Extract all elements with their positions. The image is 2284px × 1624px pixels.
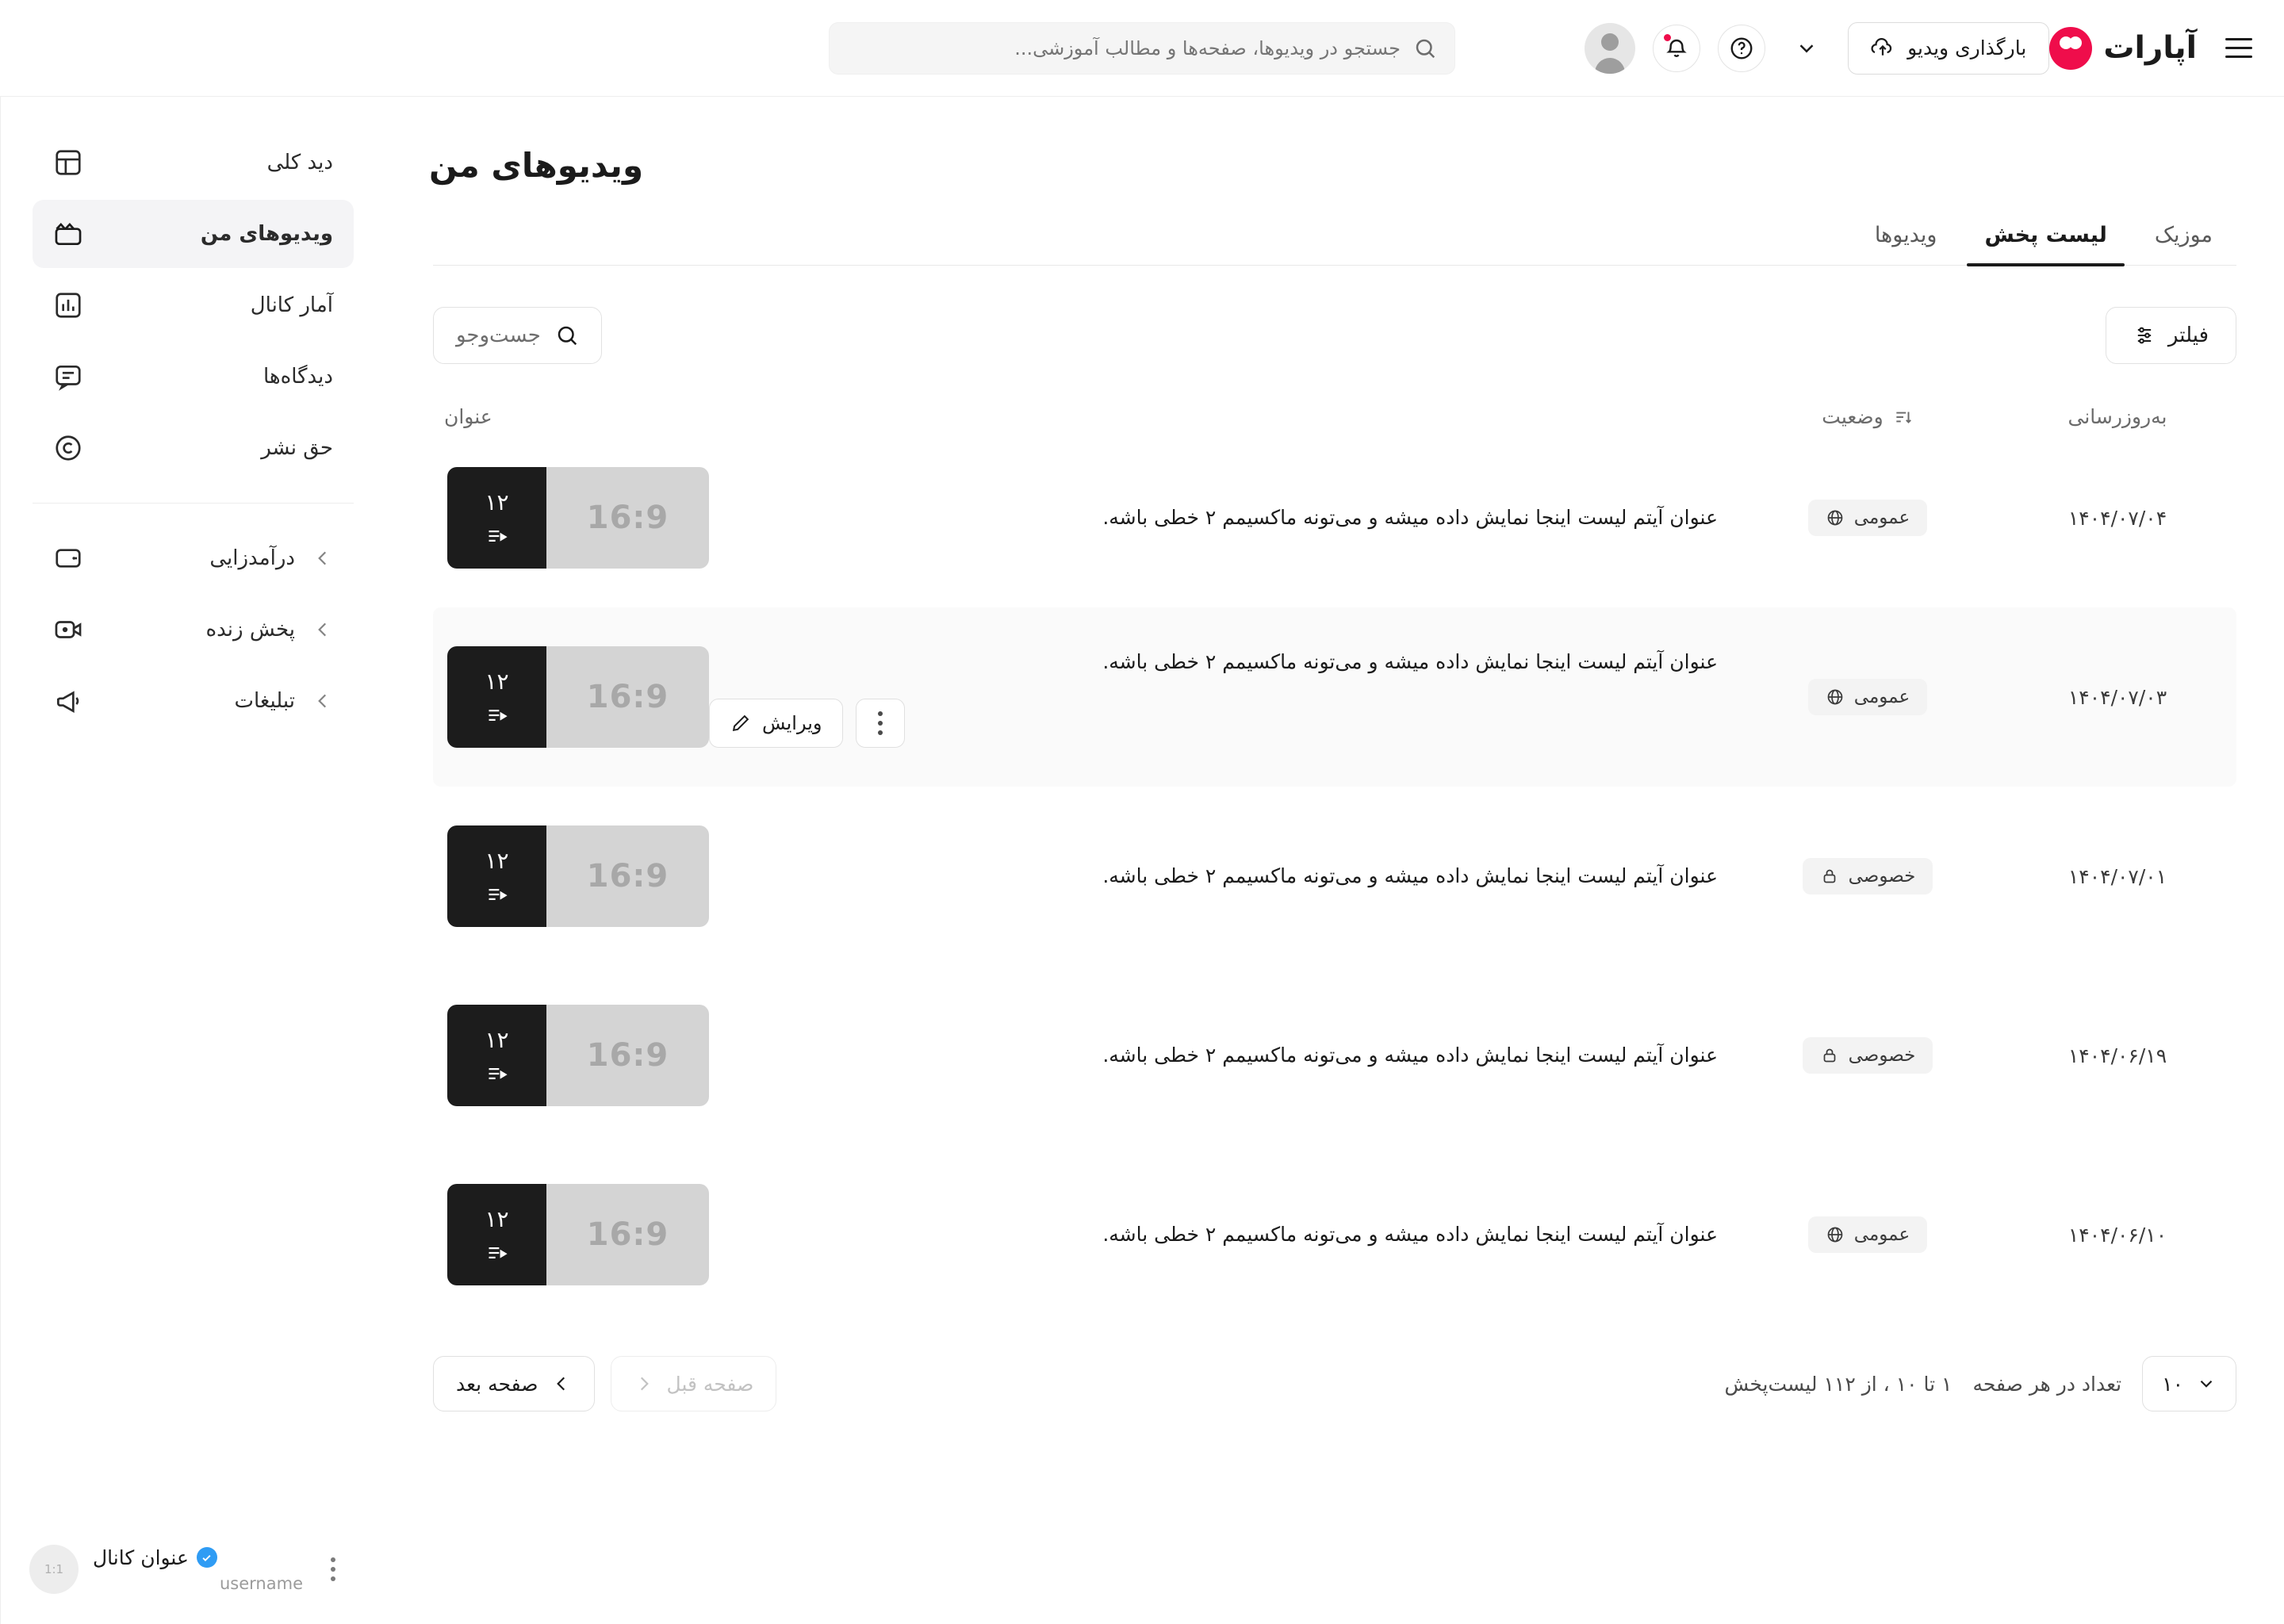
table-row[interactable] [433,966,2236,1145]
tab-videos[interactable]: ویدیوها [1874,223,1937,247]
upload-video-button[interactable] [1848,22,2049,75]
sliders-icon [2133,324,2156,347]
chevron-down-icon [1795,36,1818,60]
channel-name: عنوان کانال [93,1545,189,1569]
toolbar [433,307,2236,364]
brand-name: آپارات [2103,30,2197,66]
notification-badge [1662,33,1673,43]
lock-icon [1820,867,1839,886]
list-search-label: جست‌وجو [456,324,541,347]
search-container [829,22,1455,75]
channel-avatar [29,1545,79,1594]
sidebar-item-channel-stats[interactable] [33,271,354,339]
sidebar-item-label: حق نشر [261,436,333,460]
row-date: ۱۴۰۴/۰۶/۱۰ [2067,1223,2167,1247]
table-row[interactable] [433,787,2236,966]
thumbnail-ratio: 16:9 [546,1005,709,1106]
bar-chart-icon [53,290,83,320]
row-title: عنوان آیتم لیست اینجا نمایش داده میشه و می‌تونه ماکسیمم ۲ خطی باشه. [1102,1223,1718,1246]
top-bar [0,0,2284,97]
help-circle-icon [1729,36,1754,61]
thumbnail-ratio: 16:9 [546,1184,709,1285]
main-content [385,97,2284,1624]
page-title: ویدیوهای من [429,146,644,185]
tabs-bar [433,223,2236,266]
per-page-label: تعداد در هر صفحه [1972,1372,2122,1396]
playlist-thumbnail[interactable] [447,825,709,927]
sidebar-item-overview[interactable] [33,128,354,197]
row-more-button[interactable] [856,699,905,748]
playlist-count: ۱۲ [485,1026,509,1053]
avatar[interactable] [1585,23,1635,74]
row-edit-label: ویرایش [762,712,822,734]
pagination [433,1356,2236,1411]
filter-button-label: فیلتر [2167,324,2209,347]
thumbnail-ratio: 16:9 [546,646,709,748]
search-input[interactable] [847,37,1401,59]
comment-icon [53,362,83,392]
help-button[interactable] [1718,25,1765,72]
table-row[interactable] [433,607,2236,787]
chevron-left-icon [551,1373,572,1394]
grid-icon [53,147,83,178]
playlist-icon [486,525,508,547]
globe-icon [1826,1225,1845,1244]
playlist-count-panel [447,1005,546,1106]
sidebar [0,97,385,1624]
status-badge-label: عمومی [1853,508,1910,528]
channel-menu-button[interactable] [317,1557,349,1581]
sidebar-item-label: دیدگاه‌ها [263,365,333,389]
filter-button[interactable] [2106,307,2236,364]
row-status [1737,1037,1998,1074]
header-updated: به‌روزرسانی [2067,405,2167,428]
sidebar-item-comments[interactable] [33,343,354,411]
status-badge [1803,1037,1933,1074]
sidebar-item-label: پخش زنده [205,618,295,642]
playlist-count-panel [447,825,546,927]
sidebar-item-monetization[interactable] [33,524,354,592]
row-status [1737,1216,1998,1253]
playlist-thumbnail[interactable] [447,646,709,748]
row-title: عنوان آیتم لیست اینجا نمایش داده میشه و می‌تونه ماکسیمم ۲ خطی باشه. [1102,864,1718,887]
row-date: ۱۴۰۴/۰۶/۱۹ [2067,1044,2167,1067]
pencil-icon [730,713,751,733]
row-status [1737,500,1998,536]
table-row[interactable] [433,1145,2236,1324]
prev-page-label: صفحه قبل [666,1372,754,1396]
account-chevron-button[interactable] [1783,25,1830,72]
list-search-button[interactable] [433,307,602,364]
wallet-icon [53,543,83,573]
globe-icon [1826,688,1845,707]
table-row[interactable] [433,428,2236,607]
notifications-button[interactable] [1653,25,1700,72]
table-header [433,405,2236,428]
live-broadcast-icon [53,615,83,645]
status-badge [1808,1216,1927,1253]
playlist-icon [486,883,508,906]
channel-card[interactable] [1,1545,385,1594]
global-search-box[interactable] [829,22,1455,75]
globe-icon [1826,508,1845,527]
verified-badge-icon [197,1547,217,1568]
sidebar-item-label: دید کلی [266,151,333,174]
row-date: ۱۴۰۴/۰۷/۰۳ [2067,685,2167,709]
chevron-down-icon [2196,1373,2217,1394]
brand-logo[interactable] [2049,27,2197,70]
video-clapper-icon [53,219,83,249]
sidebar-item-ads[interactable] [33,667,354,735]
chevron-left-icon [312,548,333,569]
megaphone-icon [53,686,83,716]
sidebar-item-label: درآمدزایی [209,546,295,570]
per-page-select[interactable] [2142,1356,2236,1411]
chevron-left-icon [312,619,333,640]
row-title: عنوان آیتم لیست اینجا نمایش داده میشه و می‌تونه ماکسیمم ۲ خطی باشه. [1102,506,1718,529]
playlist-count: ۱۲ [485,847,509,874]
sort-icon [1893,407,1914,427]
next-page-button[interactable] [433,1356,595,1411]
playlist-icon [486,1063,508,1085]
tab-playlists[interactable]: لیست پخش [1960,223,2130,265]
status-badge [1803,858,1933,894]
row-status [1737,679,1998,715]
sidebar-item-label: تبلیغات [234,689,295,713]
sidebar-divider [33,503,354,504]
hamburger-icon[interactable] [2217,31,2252,66]
thumbnail-ratio: 16:9 [546,825,709,927]
sidebar-primary-list [1,97,385,735]
sidebar-item-label: آمار کانال [250,293,333,317]
row-status [1737,858,1998,894]
playlist-thumbnail[interactable] [447,1184,709,1285]
pagination-info: ۱ تا ۱۰ ، از ۱۱۲ لیست‌پخش [1724,1372,1953,1396]
status-badge [1808,500,1927,536]
playlist-icon [486,1242,508,1264]
playlist-count: ۱۲ [485,488,509,515]
status-badge-label: خصوصی [1848,1045,1916,1066]
playlist-count-panel [447,467,546,569]
row-actions [709,699,1718,748]
playlist-count-panel [447,646,546,748]
upload-cloud-icon [1871,36,1895,60]
playlist-icon [486,704,508,726]
playlist-thumbnail[interactable] [447,467,709,569]
sidebar-item-live[interactable] [33,596,354,664]
search-icon [1413,36,1437,60]
playlist-count-panel [447,1184,546,1285]
header-status[interactable] [1737,405,1998,428]
search-icon [555,324,579,347]
status-badge-label: عمومی [1853,1224,1910,1245]
status-badge-label: عمومی [1853,687,1910,707]
row-edit-button[interactable] [709,699,843,748]
header-title: عنوان [444,405,492,428]
header-status-label: وضعیت [1822,405,1884,428]
tab-music[interactable]: موزیک [2154,223,2213,247]
sidebar-item-copyright[interactable] [33,414,354,482]
row-date: ۱۴۰۴/۰۷/۰۱ [2067,864,2167,888]
per-page-value: ۱۰ [2162,1372,2183,1396]
playlist-thumbnail[interactable] [447,1005,709,1106]
row-title: عنوان آیتم لیست اینجا نمایش داده میشه و می‌تونه ماکسیمم ۲ خطی باشه. [1102,650,1718,673]
upload-button-label: بارگذاری ویدیو [1907,36,2027,59]
sidebar-item-my-videos[interactable] [33,200,354,268]
thumbnail-ratio: 16:9 [546,467,709,569]
status-badge [1808,679,1927,715]
row-title: عنوان آیتم لیست اینجا نمایش داده میشه و می‌تونه ماکسیمم ۲ خطی باشه. [1102,1044,1718,1067]
prev-page-button[interactable] [611,1356,777,1411]
aparat-logo-icon [2049,27,2092,70]
next-page-label: صفحه بعد [456,1372,538,1396]
channel-avatar-label: 1:1 [44,1562,64,1576]
lock-icon [1820,1046,1839,1065]
playlist-count: ۱۲ [485,668,509,695]
sidebar-item-label: ویدیوهای من [200,222,333,246]
chevron-right-icon [634,1373,654,1394]
chevron-left-icon [312,691,333,711]
status-badge-label: خصوصی [1848,866,1916,887]
copyright-icon [53,433,83,463]
row-date: ۱۴۰۴/۰۷/۰۴ [2067,506,2167,530]
playlist-count: ۱۲ [485,1205,509,1232]
channel-username: username [220,1573,303,1593]
